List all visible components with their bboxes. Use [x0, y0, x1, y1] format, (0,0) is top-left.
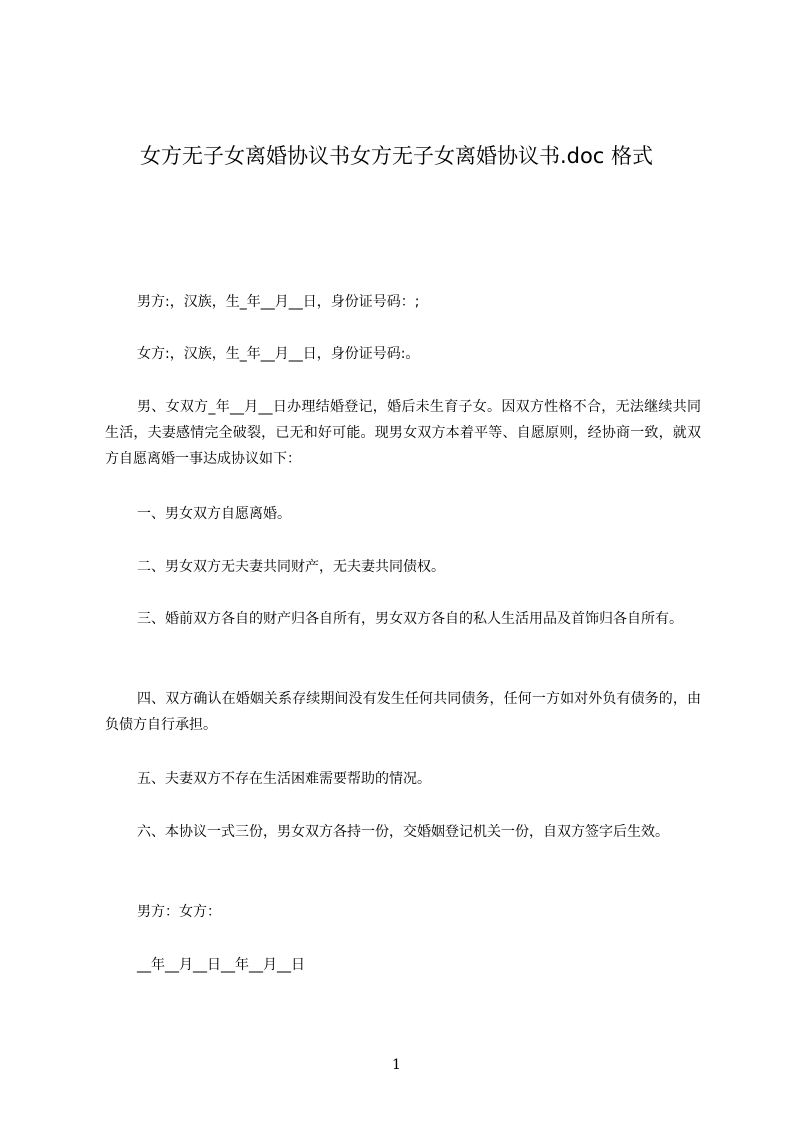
paragraph-female-party: 女方:，汉族，生_年__月__日，身份证号码:。 [137, 346, 420, 362]
paragraph-marriage-background: 男、女双方_年__月__日办理结婚登记，婚后未生育子女。因双方性格不合，无法继续共同生活，夫妻感情完全破裂，已无和好可能。现男女双方本着平等、自愿原则，经协商一致，就双方自愿离婚一事达成协议如下： [105, 399, 701, 467]
clause-3: 三、婚前双方各自的财产归各自所有，男女双方各自的私人生活用品及首饰归各自所有。 [137, 611, 683, 627]
clause-2: 二、男女双方无夫妻共同财产，无夫妻共同债权。 [137, 559, 445, 575]
clause-1: 一、男女双方自愿离婚。 [137, 506, 291, 522]
clause-4: 四、双方确认在婚姻关系存续期间没有发生任何共同债务，任何一方如对外负有债务的，由负债方自行承担。 [105, 691, 701, 733]
document-title: 女方无子女离婚协议书女方无子女离婚协议书.doc 格式 [139, 144, 654, 168]
date-line: __年__月__日__年__月__日 [137, 957, 305, 973]
paragraph-male-party: 男方:，汉族，生_年__月__日，身份证号码：; [137, 294, 420, 310]
clause-6: 六、本协议一式三份，男女双方各持一份，交婚姻登记机关一份，自双方签字后生效。 [137, 824, 669, 840]
page-number: 1 [392, 1057, 401, 1073]
signature-line: 男方：女方： [137, 904, 221, 920]
clause-5: 五、夫妻双方不存在生活困难需要帮助的情况。 [137, 771, 431, 787]
